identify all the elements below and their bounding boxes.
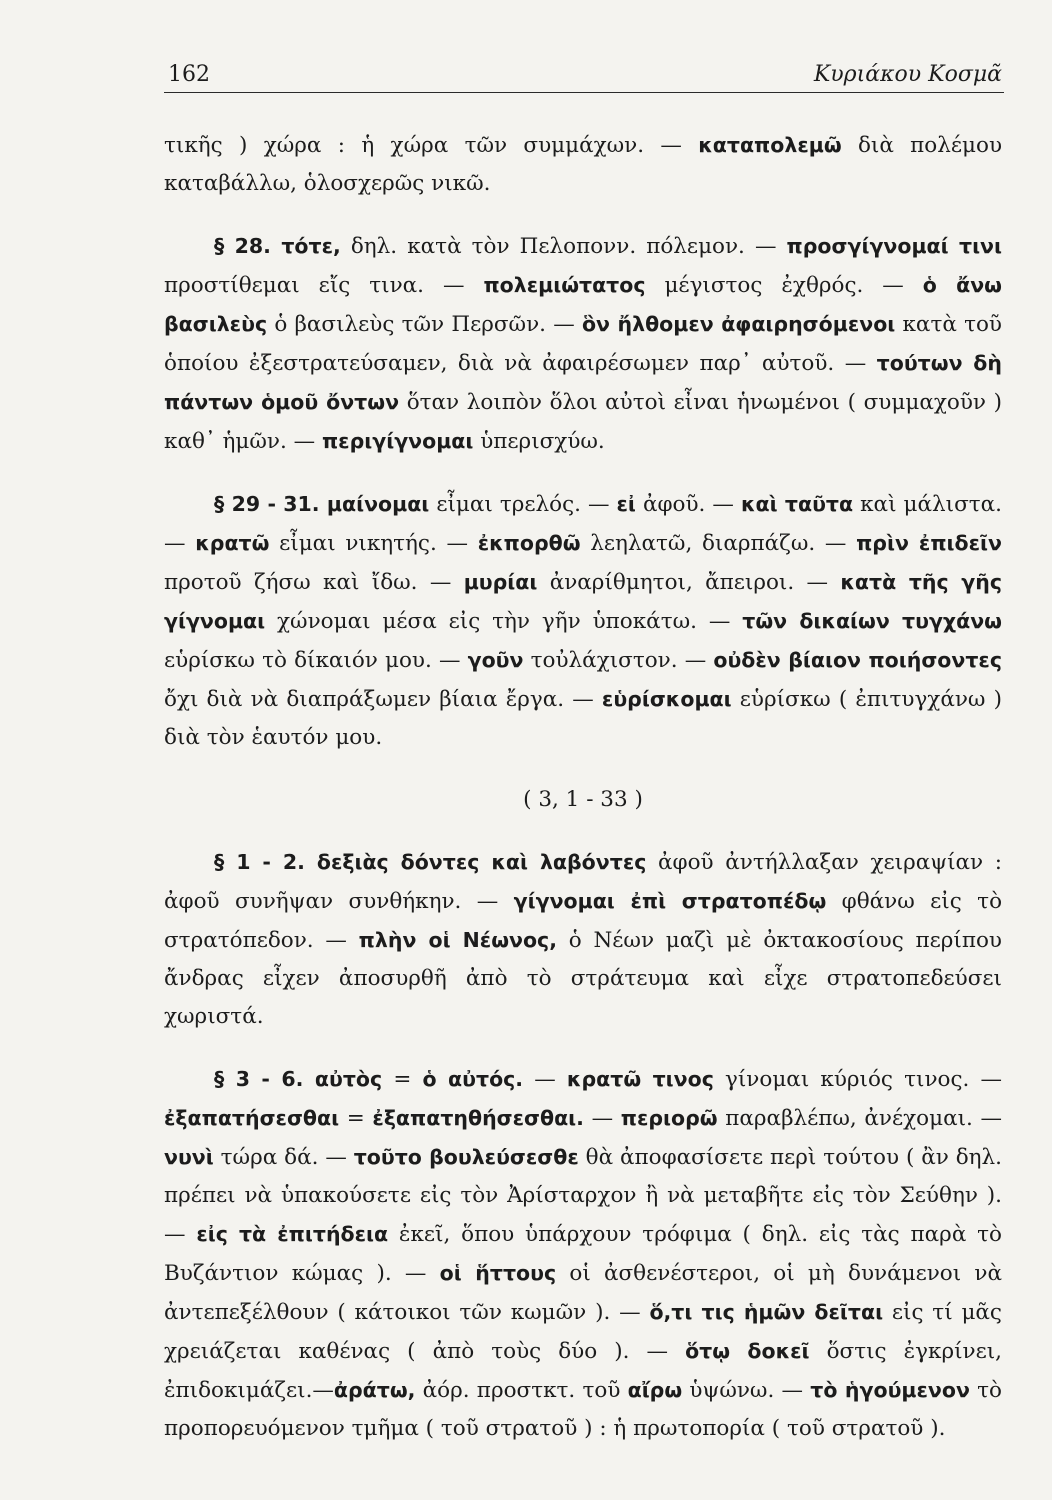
paragraph [164,843,1002,1036]
gloss-text: εἶμαι τρελός. — [429,492,617,517]
gloss-text: ὁ βασιλεὺς τῶν Περσῶν. — [267,312,582,337]
section-heading: ( 3, 1 - 33 ) [523,787,643,812]
gloss-text: ἀφοῦ ἀντήλλαξαν χειραψίαν : ἀφοῦ συνῆψαν συνθήκην. — [164,850,1003,914]
headword: εἰ [616,492,636,516]
headword: νυνὶ [164,1145,214,1169]
gloss-text: ἀναρίθμητοι, ἄπειροι. — [537,570,841,595]
running-title: Κυριάκου Κοσμᾶ [813,62,1002,87]
gloss-text: — [583,1106,621,1131]
gloss-text: ὁ Νέων μαζὶ μὲ ὀκτακοσίους περίπου ἄνδρας εἶχεν ἀποσυρθῆ ἀπὸ τὸ στράτευμα καὶ εἶχε στρατοπεδεύσει χωριστά. [164,928,1002,1029]
page-header [164,58,1004,93]
gloss-text: δηλ. κατὰ τὸν Πελοπονν. πόλεμον. — [340,234,787,259]
gloss-text: καὶ μάλιστα. — [164,492,1003,556]
headword: ὃν ἤλθομεν ἀφαιρησόμενοι [581,312,896,336]
gloss-text: ἐκεῖ, ὅπου ὑπάρχουν τρόφιμα ( δηλ. εἰς τὰς παρὰ τὸ Βυζάντιον κώμας ). — [164,1222,1002,1286]
headword: τὸ ἡγούμενον [810,1378,970,1402]
headword: ἐξαπατήσεσθαι [164,1106,340,1130]
gloss-text: ἀόρ. προστκτ. τοῦ [415,1378,628,1403]
headword: ὁ ἄνω βασιλεὺς [164,273,1002,336]
headword: κατὰ τῆς γῆς γίγνομαι [164,570,1002,633]
headword: καὶ ταῦτα [740,492,854,516]
gloss-text: = [339,1106,373,1131]
headword: πρὶν ἐπιδεῖν [856,531,1002,555]
gloss-text: τώρα δά. — [213,1145,354,1170]
headword: μυρίαι [463,570,538,594]
gloss-text: παραβλέπω, ἀνέχομαι. — [717,1106,1003,1131]
gloss-text: = [382,1067,423,1092]
gloss-text: γίνομαι κύριός τινος. — [713,1067,1002,1092]
headword: οἱ ἥττους [439,1261,557,1285]
headword: ἐκπορθῶ [477,531,581,555]
gloss-text: ὅστις ἐγκρίνει, ἐπιδοκιμάζει.— [164,1339,1002,1403]
gloss-text: ἀφοῦ. — [635,492,741,517]
headword: αἴρω [627,1378,683,1402]
gloss-text: τὸ προπορευόμενον τμῆμα ( τοῦ στρατοῦ ) : ἡ πρωτοπορία ( τοῦ στρατοῦ ). [164,1378,1002,1441]
headword: κρατῶ τινος [566,1067,714,1091]
gloss-text: εὑρίσκω ( ἐπιτυγχάνω ) διὰ τὸν ἑαυτόν μου. [164,687,1002,750]
page-number: 162 [168,62,210,87]
headword: § 3 - 6. αὐτὸς [214,1067,383,1091]
headword: καταπολεμῶ [698,133,842,157]
headword: ὅτῳ δοκεῖ [685,1339,810,1363]
paragraph [164,227,1002,461]
headword: τοῦτο βουλεύσεσθε [353,1145,579,1169]
headword: § 28. τότε, [214,234,341,258]
gloss-text: μέγιστος ἐχθρός. — [645,273,923,298]
gloss-text: προτοῦ ζήσω καὶ ἴδω. — [164,570,464,595]
headword: τούτων δὴ πάντων ὁμοῦ ὄντων [164,351,1002,414]
gloss-text: χώνομαι μέσα εἰς τὴν γῆν ὑποκάτω. — [265,609,743,634]
headword: κρατῶ [195,531,270,555]
headword: περιγίγνομαι [321,429,474,453]
headword: § 29 - 31. μαίνομαι [214,492,430,516]
headword: § 1 - 2. δεξιὰς δόντες καὶ λαβόντες [214,850,647,874]
headword: προσγίγνομαί τινι [786,234,1003,258]
headword: ὅ,τι τις ἡμῶν δεῖται [649,1300,884,1324]
gloss-text: οἱ ἀσθενέστεροι, οἱ μὴ δυνάμενοι νὰ ἀντεπεξέλθουν ( κάτοικοι τῶν κωμῶν ). — [164,1261,1002,1325]
headword: εὑρίσκομαι [601,687,732,711]
gloss-text: ὄχι διὰ νὰ διαπράξωμεν βίαια ἔργα. — [164,687,602,712]
gloss-text: λεηλατῶ, διαρπάζω. — [580,531,857,556]
gloss-text: εἶμαι νικητής. — [269,531,478,556]
headword: πλὴν οἱ Νέωνος, [358,928,557,952]
paragraph [164,1060,1002,1448]
headword: γίγνομαι ἐπὶ στρατοπέδῳ [513,889,827,913]
headword: περιορῶ [620,1106,718,1130]
headword: ὁ αὐτός. [422,1067,524,1091]
headword: γοῦν [467,648,524,672]
gloss-text: διὰ πολέμου καταβάλλω, ὁλοσχερῶς νικῶ. [164,133,1003,196]
gloss-text: ὑψώνω. — [682,1378,811,1403]
headword: πολεμιώτατος [483,273,646,297]
headword: ἀράτω, [333,1378,416,1402]
gloss-text: ὅταν λοιπὸν ὅλοι αὐτοὶ εἶναι ἡνωμένοι ( συμμαχοῦν ) καθ᾽ ἡμῶν. — [164,390,1002,454]
headword: ἐξαπατηθήσεσθαι. [372,1106,584,1130]
gloss-text: φθάνω εἰς τὸ στρατόπεδον. — [164,889,1003,953]
gloss-text: τοὐλάχιστον. — [523,648,714,673]
gloss-text: εὑρίσκω τὸ δίκαιόν μου. — [164,648,468,673]
gloss-text: ὑπερισχύω. [473,429,605,454]
paragraph [164,126,1002,203]
gloss-text: θὰ ἀποφασίσετε περὶ τούτου ( ἂν δηλ. πρέπει νὰ ὑπακούσετε εἰς τὸν Ἀρίσταρχον ἢ νὰ μεταβῆτε εἰς τὸν Σεύθην ). — [164,1145,1003,1247]
body-text [164,126,1002,1448]
paragraph [164,485,1002,757]
headword: εἰς τὰ ἐπιτήδεια [196,1222,389,1246]
gloss-text: τικῆς ) χώρα : ἡ χώρα τῶν συμμάχων. — [164,133,699,158]
gloss-text: προστίθεμαι εἴς τινα. — [164,273,484,298]
headword: οὐδὲν βίαιον ποιήσοντες [713,648,1002,672]
gloss-text: εἰς τί μᾶς χρειάζεται καθένας ( ἀπὸ τοὺς δύο ). — [164,1300,1002,1364]
gloss-text: κατὰ τοῦ ὁποίου ἐξεστρατεύσαμεν, διὰ νὰ ἀφαιρέσωμεν παρ᾽ αὐτοῦ. — [164,312,1002,376]
headword: τῶν δικαίων τυγχάνω [742,609,1003,633]
gloss-text: — [523,1067,567,1092]
